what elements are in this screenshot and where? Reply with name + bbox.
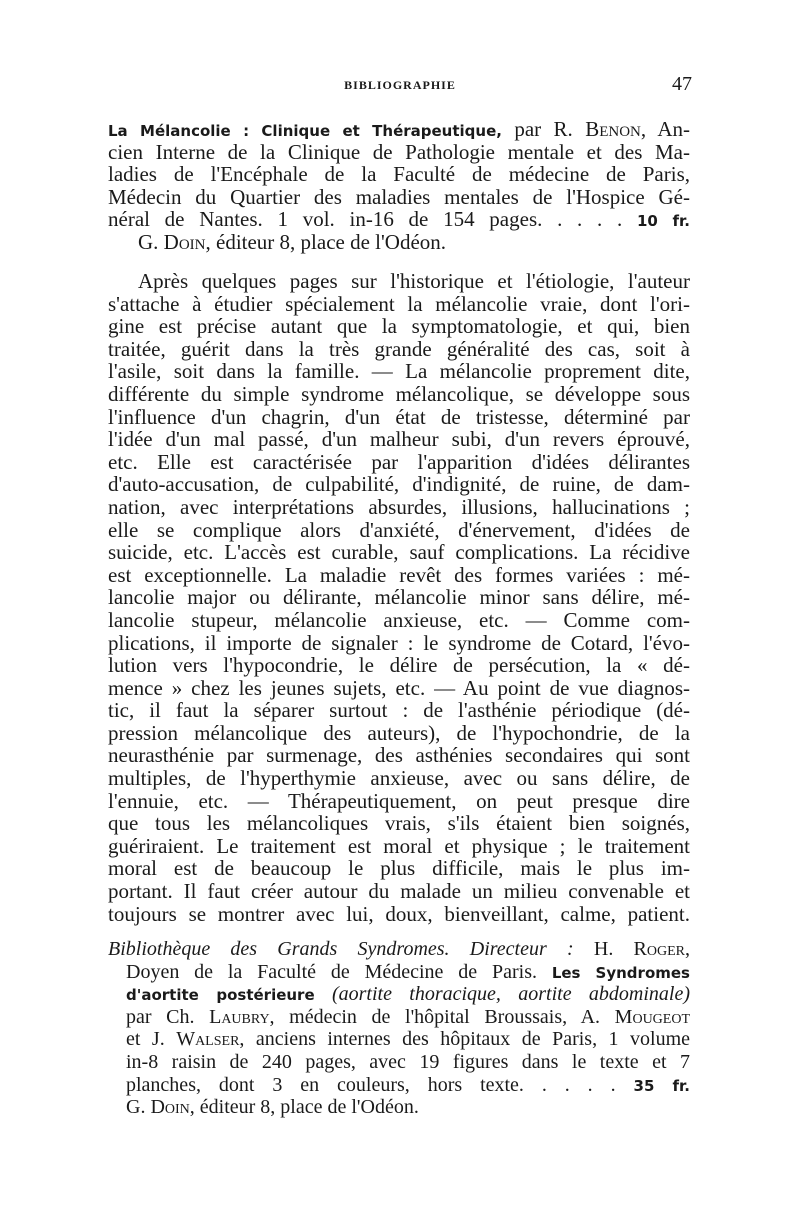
paragraph-line: lancolie major ou délirante, mélancolie minor sans délire, mé- [108, 585, 690, 610]
book-title: Les Syndromes [551, 963, 690, 982]
paragraph-line: mence » chez les jeunes sujets, etc. — Au point de vue diagnos- [108, 675, 690, 700]
paragraph-line: est exceptionnelle. La maladie revêt des formes variées : mé- [108, 562, 690, 587]
paragraph-line: neurasthénie par surmenage, des asthénies secondaires qui sont [108, 743, 690, 768]
paragraph-line: lancolie stupeur, mélancolie anxieuse, etc. — Comme com- [108, 607, 690, 632]
publisher-line: G. Doin, éditeur 8, place de l'Odéon. [126, 1096, 419, 1119]
paragraph-line: suicide, etc. L'accès est curable, sauf complications. La récidive [108, 540, 690, 565]
paragraph-line: Après quelques pages sur l'historique et l'étiologie, l'auteur [138, 269, 690, 293]
book-title: La Mélancolie : Clinique et Thérapeutique, [108, 122, 502, 140]
entry-line: ladies de l'Encéphale de la Faculté de médecine de Paris, [108, 162, 690, 187]
entry-line: néral de Nantes. 1 vol. in-16 de 154 pages. . . . . 10 fr. [108, 207, 690, 232]
entry-line: La Mélancolie : Clinique et Thérapeutique, par R. Benon, An- [108, 117, 691, 141]
paragraph-line: traitée, guérit dans la très grande généralité des cas, soit à [108, 336, 690, 361]
author-name: Mougeot [614, 1005, 690, 1028]
paragraph-line: nation, avec interprétations absurdes, illusions, hallucinations ; [108, 494, 690, 519]
paragraph-line: moral est de beaucoup le plus difficile, mais le plus im- [108, 856, 690, 881]
running-head-title: BIBLIOGRAPHIE [344, 78, 456, 92]
review-paragraph [108, 270, 690, 925]
entry-line: in-8 raisin de 240 pages, avec 19 figures dans le texte et 7 [126, 1050, 690, 1073]
paragraph-line: pression mélancolique des auteurs), de l'hypochondrie, de la [108, 720, 690, 745]
paragraph-line: elle se complique alors d'anxiété, d'énervement, d'idées de [108, 517, 690, 542]
bibliography-entry-1 [108, 118, 690, 254]
paragraph-line: toujours se montrer avec lui, doux, bienveillant, calme, patient. [108, 901, 690, 926]
paragraph-line: lution vers l'hypocondrie, le délire de persécution, la « dé- [108, 653, 690, 678]
paragraph-line: gine est précise autant que la symptomatologie, et qui, bien [108, 314, 690, 339]
paragraph-line: portant. Il faut créer autour du malade un milieu convenable et [108, 879, 690, 904]
paragraph-line: guériraient. Le traitement est moral et physique ; le traitement [108, 833, 690, 858]
entry-line: cien Interne de la Clinique de Pathologie mentale et des Ma- [108, 139, 690, 164]
entry-line: Médecin du Quartier des maladies mentales de l'Hospice Gé- [108, 184, 690, 209]
publisher-name: Doin, [163, 229, 211, 254]
author-name: Walser, [176, 1028, 245, 1051]
price: 35 fr. [633, 1076, 691, 1095]
paragraph-line: etc. Elle est caractérisée par l'apparition d'idées délirantes [108, 449, 690, 474]
running-head [108, 73, 692, 98]
book-subtitle: (aortite thoracique, aortite abdominale) [331, 983, 690, 1006]
book-title-cont: d'aortite postérieure [126, 986, 315, 1005]
paragraph-line: que tous les mélancoliques vrais, s'ils étaient bien soignés, [108, 811, 690, 836]
paragraph-line: l'ennuie, etc. — Thérapeutiquement, on peut presque dire [108, 788, 690, 813]
author-name: Laubry, [209, 1005, 275, 1028]
entry-line: par Ch. Laubry, médecin de l'hôpital Broussais, A. Mougeot [126, 1005, 690, 1028]
author-name: Benon, [585, 117, 647, 141]
paragraph-line: plications, il importe de signaler : le syndrome de Cotard, l'évo- [108, 630, 690, 655]
bibliography-entry-2 [108, 938, 690, 1119]
paragraph-line: tic, il faut la séparer surtout : de l'asthénie périodique (dé- [108, 698, 690, 723]
entry-line: planches, dont 3 en couleurs, hors texte. . . . . 35 fr. [126, 1073, 691, 1096]
paragraph-line: multiples, de l'hyperthymie anxieuse, avec ou sans délire, de [108, 766, 690, 791]
publisher-line: G. Doin, éditeur 8, place de l'Odéon. [138, 229, 447, 254]
paragraph-line: s'attache à étudier spécialement la mélancolie vraie, dont l'ori- [108, 291, 690, 316]
entry-line: et J. Walser, anciens internes des hôpitaux de Paris, 1 volume [126, 1028, 691, 1051]
entry-line: Doyen de la Faculté de Médecine de Paris. Les Syndromes [126, 960, 690, 983]
publisher-name: Doin, [150, 1096, 195, 1119]
entry-line [108, 983, 690, 1006]
entry-line: Bibliothèque des Grands Syndromes. Directeur : H. Roger, [108, 938, 690, 960]
paragraph-line: l'idée d'un mal passé, d'un malheur subi, d'un revers éprouvé, [108, 427, 690, 452]
paragraph-line: l'asile, soit dans la famille. — La mélancolie proprement dite, [108, 359, 690, 384]
paragraph-line: d'auto-accusation, de culpabilité, d'indignité, de ruine, de dam- [108, 472, 690, 497]
director-name: Roger, [633, 938, 690, 960]
paragraph-line: différente du simple syndrome mélancolique, se développe sous [108, 381, 690, 406]
paragraph-line: l'influence d'un chagrin, d'un état de tristesse, déterminé par [108, 404, 690, 429]
page-number: 47 [672, 73, 692, 95]
price: 10 fr. [636, 212, 690, 231]
series-title: Bibliothèque des Grands Syndromes. Directeur : [108, 938, 574, 960]
